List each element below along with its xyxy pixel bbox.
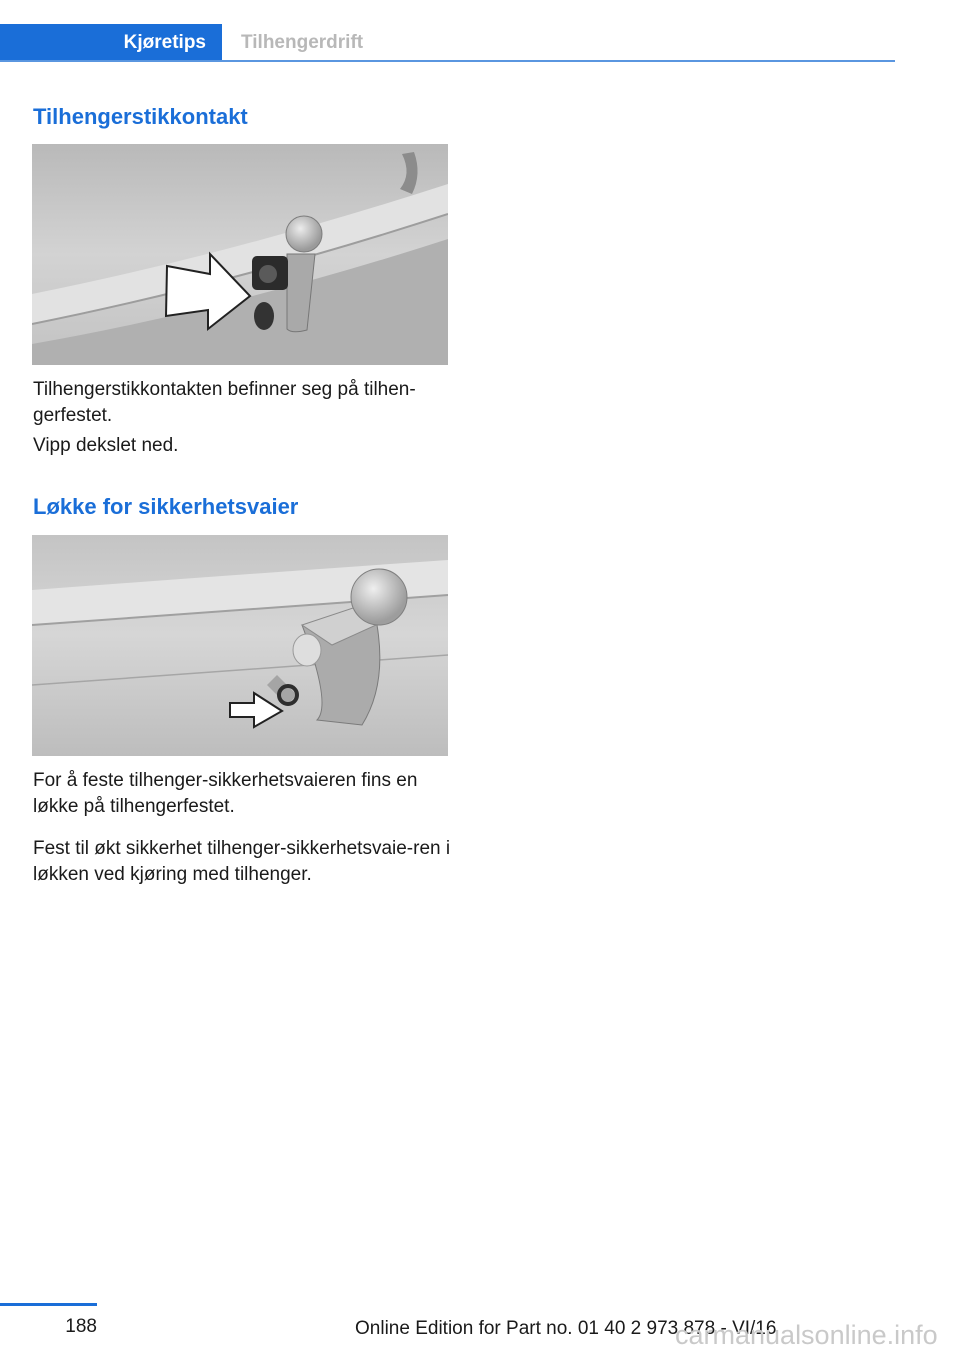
section-title-lokke: Løkke for sikkerhetsvaier xyxy=(33,494,299,519)
paragraph-socket-location: Tilhengerstikkontakten befinner seg på tilhen‐gerfestet. xyxy=(33,379,416,426)
page-header xyxy=(0,0,895,62)
paragraph-attach-cable: Fest til økt sikkerhet tilhenger-sikkerhetsvaie‐ren i løkken ved kjøring med tilhenger. xyxy=(33,838,451,885)
safety-loop-illustration xyxy=(32,535,448,756)
header-divider xyxy=(0,60,895,62)
tab-tilhengerdrift[interactable]: Tilhengerdrift xyxy=(241,31,364,53)
paragraph-loop-location: For å feste tilhenger-sikkerhetsvaieren fins en løkke på tilhengerfestet. xyxy=(33,770,418,817)
paragraph-tilt-cover: Vipp dekslet ned. xyxy=(33,435,179,456)
edition-note: Online Edition for Part no. 01 40 2 973 878 - VI/16 xyxy=(355,1318,777,1339)
section-title-tilhengerstikkontakt: Tilhengerstikkontakt xyxy=(33,104,248,129)
watermark: carmanualsonline.info xyxy=(675,1320,938,1350)
footer-divider xyxy=(0,1303,97,1306)
trailer-socket-illustration xyxy=(32,144,448,365)
tab-kjoretips[interactable]: Kjøretips xyxy=(0,24,222,61)
page-number: 188 xyxy=(65,1316,97,1337)
